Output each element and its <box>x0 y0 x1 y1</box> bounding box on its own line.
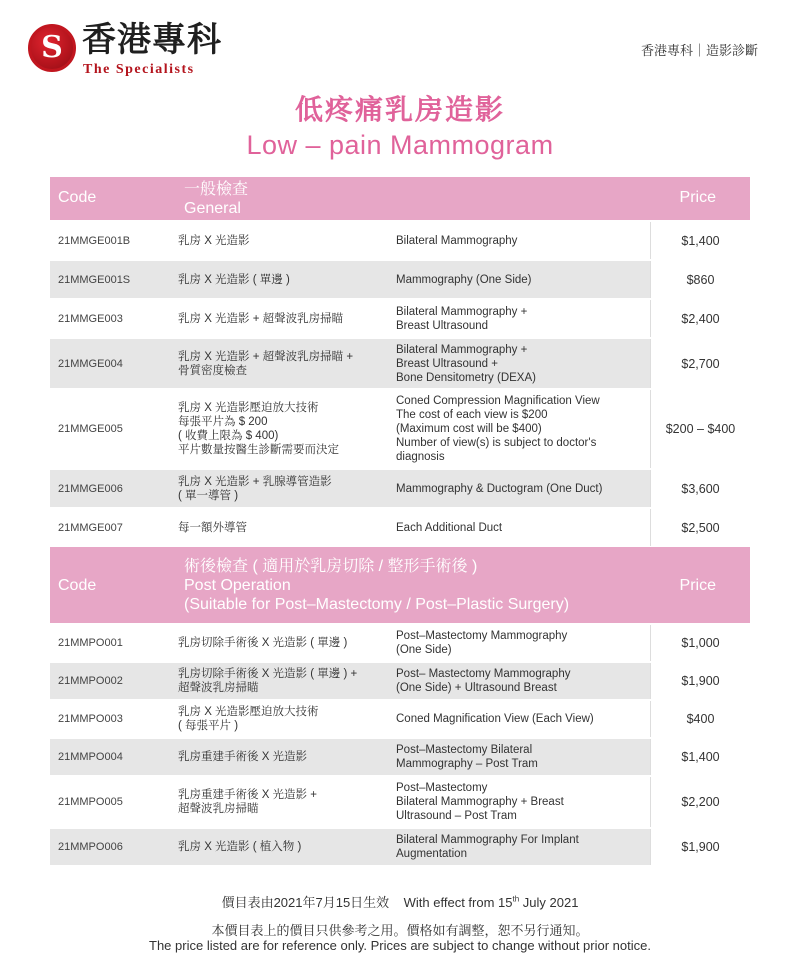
item-price: $3,600 <box>650 470 750 507</box>
general-table <box>50 177 750 548</box>
seal-letter: S <box>41 30 63 65</box>
item-price: $1,900 <box>650 829 750 865</box>
post-op-category <box>184 557 569 614</box>
item-name-en: Bilateral Mammography <box>396 234 518 247</box>
table-row <box>50 829 750 867</box>
table-row <box>50 300 750 339</box>
item-price: $1,000 <box>650 625 750 661</box>
brand-name-en: The Specialists <box>83 62 195 77</box>
item-price: $400 <box>650 701 750 737</box>
item-price: $2,200 <box>650 777 750 827</box>
table-row <box>50 222 750 261</box>
item-code: 21MMPO002 <box>58 675 123 687</box>
category-cn: 一般檢查 <box>184 181 249 198</box>
item-name-en: Bilateral Mammography For Implant Augmentation <box>396 834 579 860</box>
table-row <box>50 390 750 470</box>
table-row <box>50 339 750 390</box>
general-header <box>50 177 750 222</box>
table-row <box>50 261 750 300</box>
brand-name-cn: 香港專科 <box>82 20 222 60</box>
post-op-table <box>50 547 750 867</box>
disclaimer-en: The price listed are for reference only. Prices are subject to change without prior notice. <box>149 938 651 953</box>
item-code: 21MMPO004 <box>58 751 123 763</box>
item-name-en: Post– Mastectomy Mammography (One Side) + Ultrasound Breast <box>396 668 571 694</box>
table-row <box>50 470 750 509</box>
item-name-en: Bilateral Mammography + Breast Ultrasound + Bone Densitometry (DEXA) <box>396 343 536 384</box>
item-name-cn: 乳房 X 光造影 + 超聲波乳房掃瞄 + 骨質密度檢查 <box>178 350 354 377</box>
item-name-cn: 乳房 X 光造影壓迫放大技術 每張平片為 $ 200 ( 收費上限為 $ 400) 平片數量按醫生診斷需要而決定 <box>178 402 339 456</box>
item-name-cn: 乳房 X 光造影 <box>178 234 250 247</box>
item-name-cn: 乳房切除手術後 X 光造影 ( 單邊 ) + 超聲波乳房掃瞄 <box>178 668 358 694</box>
code-header: Code <box>58 189 97 206</box>
effective-en: With effect from 15th July 2021 <box>403 894 579 910</box>
disclaimer-cn: 本價目表上的價目只供參考之用。價格如有調整，恕不另行通知。 <box>211 923 589 938</box>
table-row <box>50 663 750 701</box>
item-name-cn: 乳房 X 光造影 ( 單邊 ) <box>178 273 290 286</box>
item-name-en: Post–Mastectomy Mammography (One Side) <box>396 630 568 656</box>
item-price: $1,400 <box>650 739 750 775</box>
item-name-en: Each Additional Duct <box>396 521 503 534</box>
item-price: $2,500 <box>650 509 750 546</box>
code-header: Code <box>58 577 97 594</box>
table-row <box>50 739 750 777</box>
item-code: 21MMPO003 <box>58 713 123 725</box>
table-row <box>50 701 750 739</box>
item-name-cn: 乳房 X 光造影壓迫放大技術 ( 每張平片 ) <box>178 706 319 732</box>
item-code: 21MMPO005 <box>58 796 123 808</box>
item-code: 21MMGE005 <box>58 423 123 435</box>
item-name-en: Coned Magnification View (Each View) <box>396 713 594 725</box>
item-name-en: Coned Compression Magnification View The cost of each view is $200 (Maximum cost will be $400) Number of view(s) is subject to doctor's diagnosis <box>396 395 600 463</box>
item-price: $2,700 <box>650 339 750 388</box>
item-name-en: Post–Mastectomy Bilateral Mammography + Breast Ultrasound – Post Tram <box>396 782 564 822</box>
item-name-en: Bilateral Mammography + Breast Ultrasound <box>396 305 528 332</box>
item-code: 21MMGE001S <box>58 273 131 286</box>
general-category <box>184 180 248 218</box>
category-en: General <box>184 200 241 217</box>
item-name-cn: 乳房 X 光造影 + 乳腺導管造影 ( 單一導管 ) <box>178 475 332 502</box>
post-op-rows <box>50 625 750 867</box>
item-code: 21MMPO001 <box>58 637 123 649</box>
item-code: 21MMGE003 <box>58 312 123 325</box>
brand-logo[interactable] <box>28 20 228 80</box>
item-price: $2,400 <box>650 300 750 337</box>
item-code: 21MMGE004 <box>58 357 123 370</box>
category-cn: 術後檢查 ( 適用於乳房切除 / 整形手術後 ) <box>184 558 478 575</box>
item-name-cn: 乳房 X 光造影 + 超聲波乳房掃瞄 <box>178 312 344 325</box>
effective-date <box>0 892 800 911</box>
item-name-cn: 每一額外導管 <box>178 521 247 534</box>
table-row <box>50 777 750 829</box>
item-price: $1,400 <box>650 222 750 259</box>
item-name-en: Mammography & Ductogram (One Duct) <box>396 482 603 495</box>
price-header: Price <box>679 577 716 594</box>
table-row <box>50 625 750 663</box>
item-name-en: Mammography (One Side) <box>396 273 532 286</box>
item-price: $860 <box>650 261 750 298</box>
item-name-cn: 乳房重建手術後 X 光造影 <box>178 751 308 763</box>
category-note: (Suitable for Post–Mastectomy / Post–Plastic Surgery) <box>184 596 570 613</box>
page-title-en: Low – pain Mammogram <box>246 130 554 160</box>
item-name-cn: 乳房切除手術後 X 光造影 ( 單邊 ) <box>178 637 348 649</box>
item-code: 21MMGE007 <box>58 521 123 534</box>
item-name-cn: 乳房 X 光造影 ( 植入物 ) <box>178 841 302 853</box>
breadcrumb[interactable]: 香港專科｜造影診斷 <box>640 43 758 58</box>
post-op-header <box>50 547 750 625</box>
item-price: $1,900 <box>650 663 750 699</box>
item-code: 21MMGE006 <box>58 482 123 495</box>
item-code: 21MMGE001B <box>58 234 131 247</box>
item-name-cn: 乳房重建手術後 X 光造影 + 超聲波乳房掃瞄 <box>178 789 317 815</box>
category-en: Post Operation <box>184 577 291 594</box>
effective-cn: 價目表由2021年7月15日生效 <box>221 895 390 910</box>
page-title-cn: 低疼痛乳房造影 <box>294 94 505 125</box>
table-row <box>50 509 750 548</box>
general-rows <box>50 222 750 548</box>
item-name-en: Post–Mastectomy Bilateral Mammography – Post Tram <box>396 744 538 770</box>
item-code: 21MMPO006 <box>58 841 123 853</box>
price-header: Price <box>679 189 716 206</box>
item-price: $200 – $400 <box>650 390 750 468</box>
